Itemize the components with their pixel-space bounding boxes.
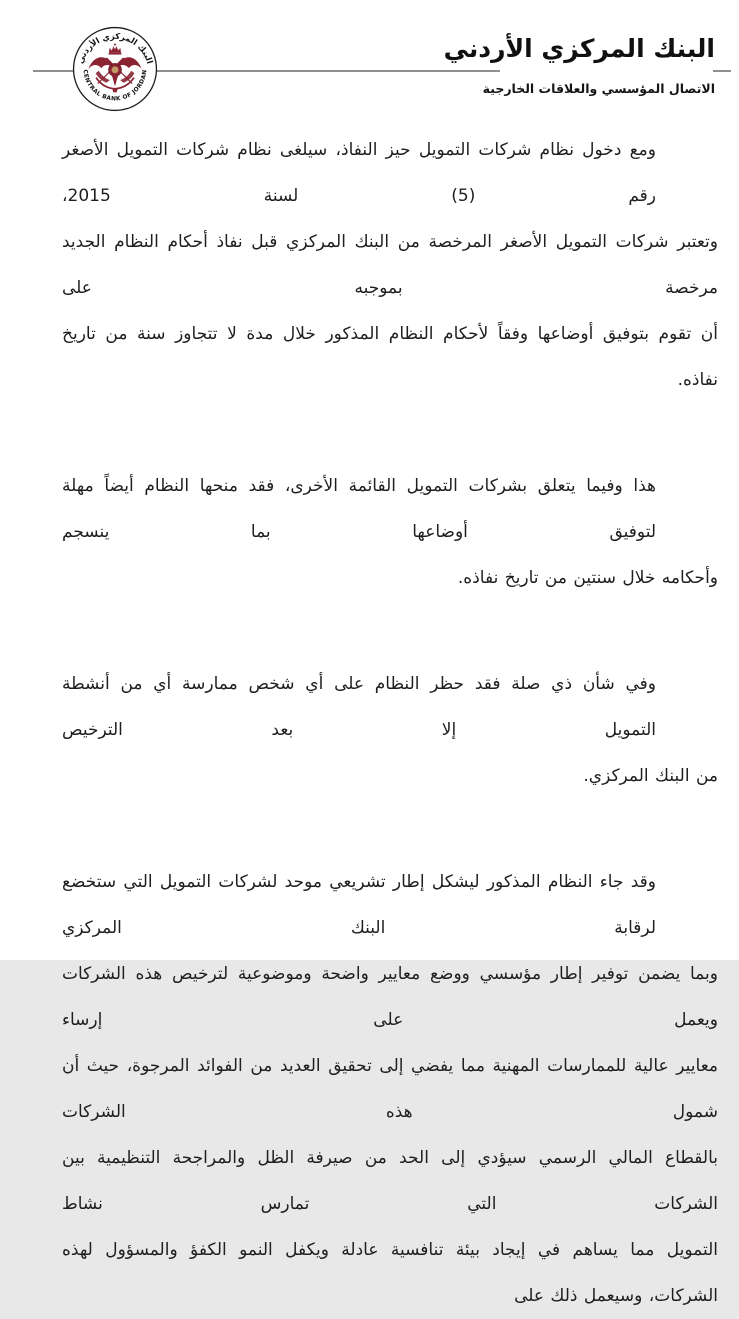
paragraph-line: هذا وفيما يتعلق بشركات التمويل القائمة الأخرى، فقد منحها النظام أيضاً مهلة لتوفيق أوضاعها بما ينسجم [62,476,656,542]
paragraph [62,661,718,799]
paragraph-line: التمويل مما يساهم في إيجاد بيئة تنافسية عادلة ويكفل النمو الكفؤ والمسؤول لهذه الشركات، وسيعمل ذلك على [62,1240,718,1306]
paragraph-line: بالقطاع المالي الرسمي سيؤدي إلى الحد من صيرفة الظل والمراجحة التنظيمية بين الشركات التي تمارس نشاط [62,1148,718,1214]
paragraph-line: وفي شأن ذي صلة فقد حظر النظام على أي شخص ممارسة أي من أنشطة التمويل إلا بعد الترخيص [62,674,656,740]
seal-arabic-rim-text: البنك المركزي الأردني [74,30,156,65]
document-body [62,127,718,1319]
paragraph [62,859,718,1319]
paragraph-line: من البنك المركزي. [583,766,718,786]
masthead [444,30,715,98]
paragraph-line: وأحكامه خلال سنتين من تاريخ نفاذه. [457,568,718,588]
department-subtitle: الاتصال المؤسسي والعلاقات الخارجية [482,81,715,96]
paragraph-line: معايير عالية للممارسات المهنية مما يفضي إلى تحقيق العديد من الفوائد المرجوة، حيث أن شمول هذه الشركات [62,1056,718,1122]
paragraph-line: ومع دخول نظام شركات التمويل حيز النفاذ، سيلغى نظام شركات التمويل الأصغر رقم (5) لسنة 2015، [62,140,656,206]
paragraph-line: وبما يضمن توفير إطار مؤسسي ووضع معايير واضحة وموضوعية لترخيص هذه الشركات ويعمل على إرساء [62,964,718,1030]
paragraph-line: أن تقوم بتوفيق أوضاعها وفقاً لأحكام النظام المذكور خلال مدة لا تتجاوز سنة من تاريخ نفاذه. [62,324,718,390]
paragraph-line: وتعتبر شركات التمويل الأصغر المرخصة من البنك المركزي قبل نفاذ أحكام النظام الجديد مرخصة بموجبه على [62,232,718,298]
paragraph [62,127,718,403]
seal-english-rim-text: CENTRAL BANK OF JORDAN [81,69,149,103]
paragraph [62,463,718,601]
header-rule-right-stub [713,70,731,72]
paragraph-line: وقد جاء النظام المذكور ليشكل إطار تشريعي موحد لشركات التمويل التي ستخضع لرقابة البنك المركزي [62,872,656,938]
central-bank-of-jordan-seal-icon [72,26,158,112]
bank-name-title: البنك المركزي الأردني [443,34,715,63]
